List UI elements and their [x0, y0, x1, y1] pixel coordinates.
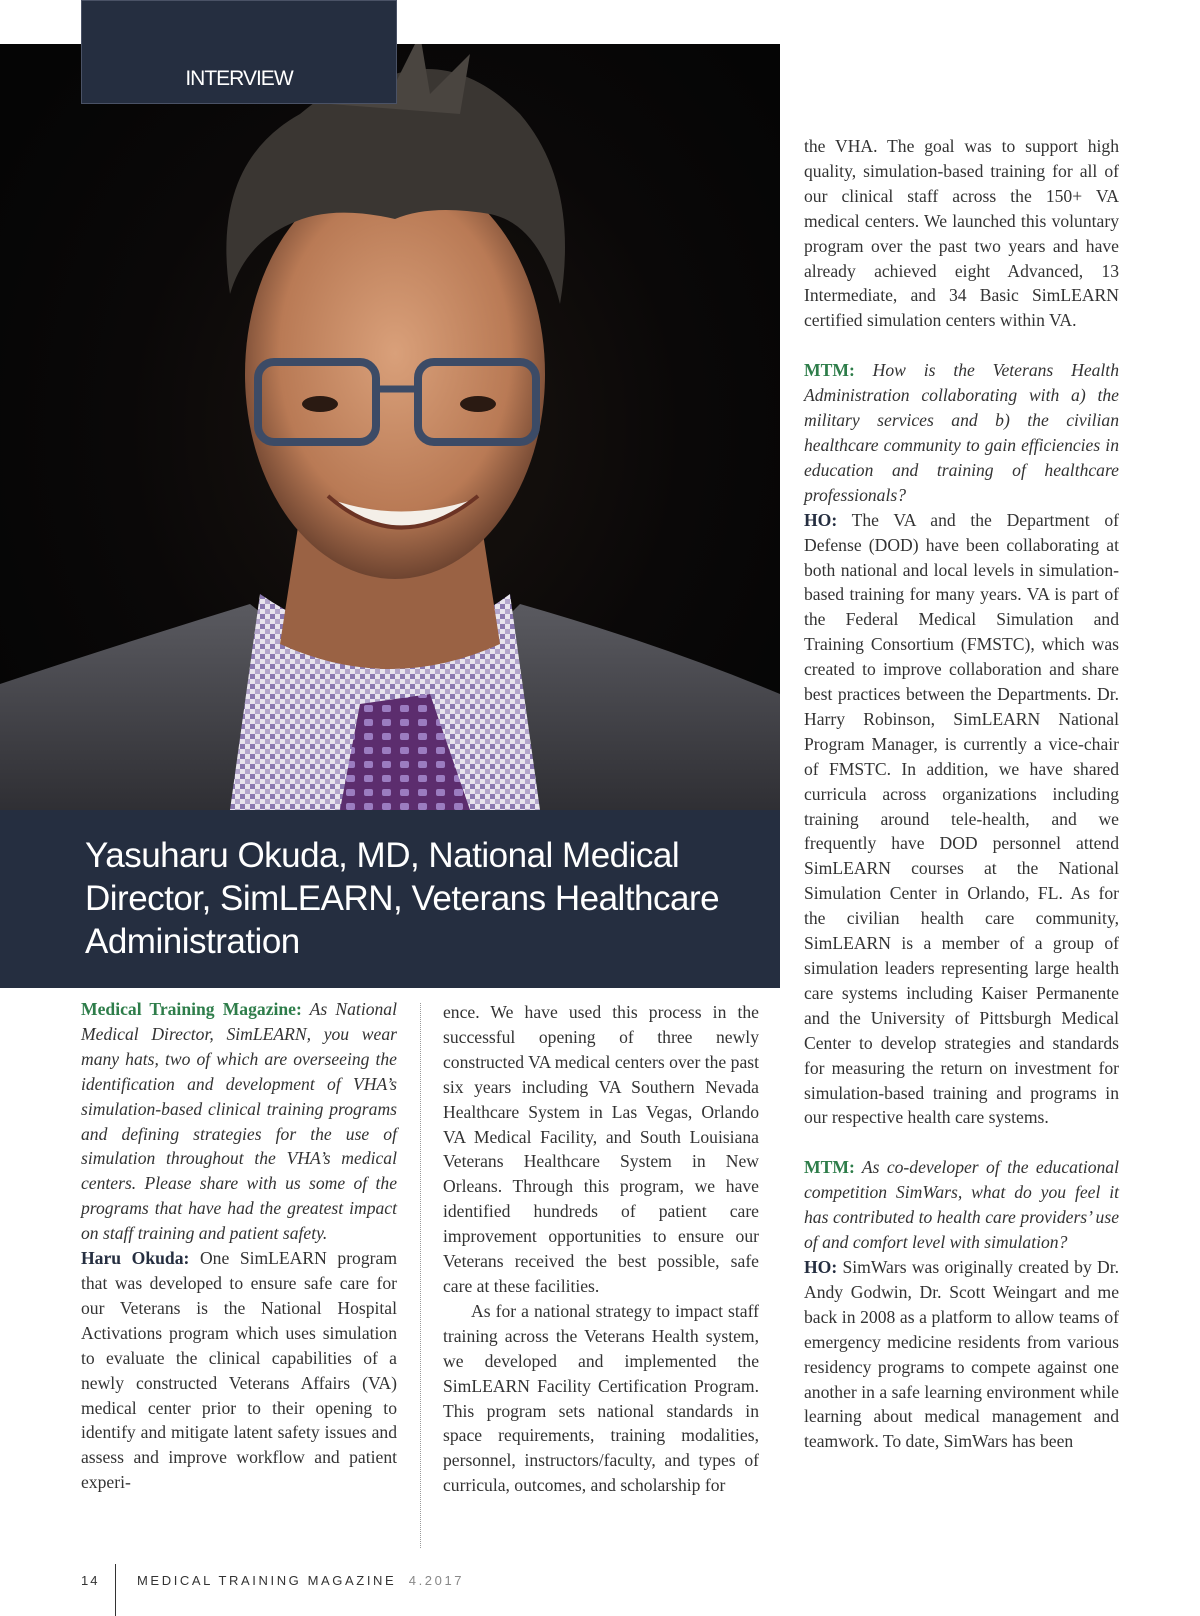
- interviewee-title: MD, National Medical Director, SimLEARN, Veterans Healthcare Administration: [85, 836, 720, 961]
- section-label: INTERVIEW: [185, 67, 293, 90]
- interviewee-name: Yasuharu Okuda,: [85, 836, 348, 875]
- article-column-3: [804, 134, 1119, 1454]
- article-column-2: [443, 1000, 759, 1498]
- question-1-text: As National Medical Director, SimLEARN, you wear many hats, two of which are overseeing the identification and development of VHA’s simulation-based clinical training programs and defining strategies for the use of simulation throughout the VHA’s medical centers. Please share with us some of the programs that have had the greatest impact on staff training and patient safety.: [81, 999, 397, 1244]
- question-2: [804, 358, 1119, 507]
- question-2-label: MTM:: [804, 360, 855, 381]
- question-3-label: MTM:: [804, 1157, 855, 1178]
- spacer: [804, 333, 1119, 358]
- magazine-name: MEDICAL TRAINING MAGAZINE: [137, 1573, 397, 1588]
- question-3-text: As co-developer of the educational competition SimWars, what do you feel it has contributed to health care providers’ use of and comfort level with simulation?: [804, 1157, 1119, 1253]
- answer-3-text: SimWars was originally created by Dr. Andy Godwin, Dr. Scott Weingart and me back in 2008 as a platform to allow teams of emergency medicine residents from various residency programs to compete against one another in a safe learning environment while learning about medical management and teamwork. To date, SimWars has been: [804, 1256, 1119, 1452]
- col3-paragraph-1: the VHA. The goal was to support high quality, simulation-based training for all of our clinical staff across the 150+ VA medical centers. We launched this voluntary program over the past two years and have already achieved eight Advanced, 13 Intermediate, and 34 Basic SimLEARN certified simulation centers within VA.: [804, 136, 1119, 331]
- interview-caption: [0, 810, 780, 988]
- spacer: [804, 1130, 1119, 1155]
- column-divider: [420, 1003, 421, 1548]
- footer-divider: [115, 1564, 116, 1616]
- page-number: 14: [81, 1573, 100, 1588]
- question-1: [81, 997, 397, 1246]
- answer-2: [804, 508, 1119, 1131]
- question-1-label: Medical Training Magazine:: [81, 999, 302, 1019]
- answer-3-label: HO:: [804, 1256, 838, 1277]
- section-tab: [81, 0, 397, 104]
- caption-heading: [85, 834, 765, 963]
- footer-magazine: [137, 1573, 464, 1588]
- answer-1-label: Haru Okuda:: [81, 1248, 190, 1269]
- col2-paragraph-2: As for a national strategy to impact staff training across the Veterans Health system, we developed and implemented the SimLEARN Facility Certification Program. This program sets national standards in space requirements, training modalities, personnel, instructors/faculty, and types of curricula, outcomes, and scholarship for: [443, 1300, 759, 1496]
- portrait-photo: [0, 44, 780, 810]
- answer-1: [81, 1246, 397, 1495]
- col2-paragraph-1: ence. We have used this process in the successful opening of three newly constructed VA medical centers over the past six years including VA Southern Nevada Healthcare System in Las Vegas, Orlando VA Medical Facility, and South Louisiana Veterans Healthcare System in New Orleans. Through this program, we have identified hundreds of patient care improvement opportunities to ensure our Veterans received the best possible, safe care at these facilities.: [443, 1002, 759, 1296]
- question-2-text: How is the Veterans Health Administration collaborating with a) the military services and b) the civilian healthcare community to gain efficiencies in education and training of healthcare professionals?: [804, 360, 1119, 505]
- article-column-1: [81, 997, 397, 1495]
- portrait-illustration: [0, 44, 780, 810]
- issue-date: 4.2017: [408, 1573, 465, 1588]
- answer-2-label: HO:: [804, 509, 838, 530]
- answer-2-text: The VA and the Department of Defense (DOD) have been collaborating at both national and local levels in simulation-based training for many years. VA is part of the Federal Medical Simulation and Training Consortium (FMSTC), which was created to improve collaboration and share best practices between the Departments. Dr. Harry Robinson, SimLEARN National Program Manager, is currently a vice-chair of FMSTC. In addition, we have shared curricula across organizations including training around tele-health, and we frequently have DOD personnel attend SimLEARN courses at the National Simulation Center in Orlando, FL. As for the civilian health care community, SimLEARN is a member of a group of simulation leaders representing large health care systems including Kaiser Permanente and the University of Pittsburgh Medical Center to develop strategies and standards for measuring the return on investment for simulation-based training and programs in our respective health care systems.: [804, 509, 1119, 1128]
- answer-1-text: One SimLEARN program that was developed to ensure safe care for our Veterans is the National Hospital Activations program which uses simulation to evaluate the clinical capabilities of a newly constructed Veterans Affairs (VA) medical center prior to their opening to identify and mitigate latent safety issues and assess and improve workflow and patient experi-: [81, 1248, 398, 1493]
- answer-3: [804, 1255, 1119, 1454]
- question-3: [804, 1155, 1119, 1255]
